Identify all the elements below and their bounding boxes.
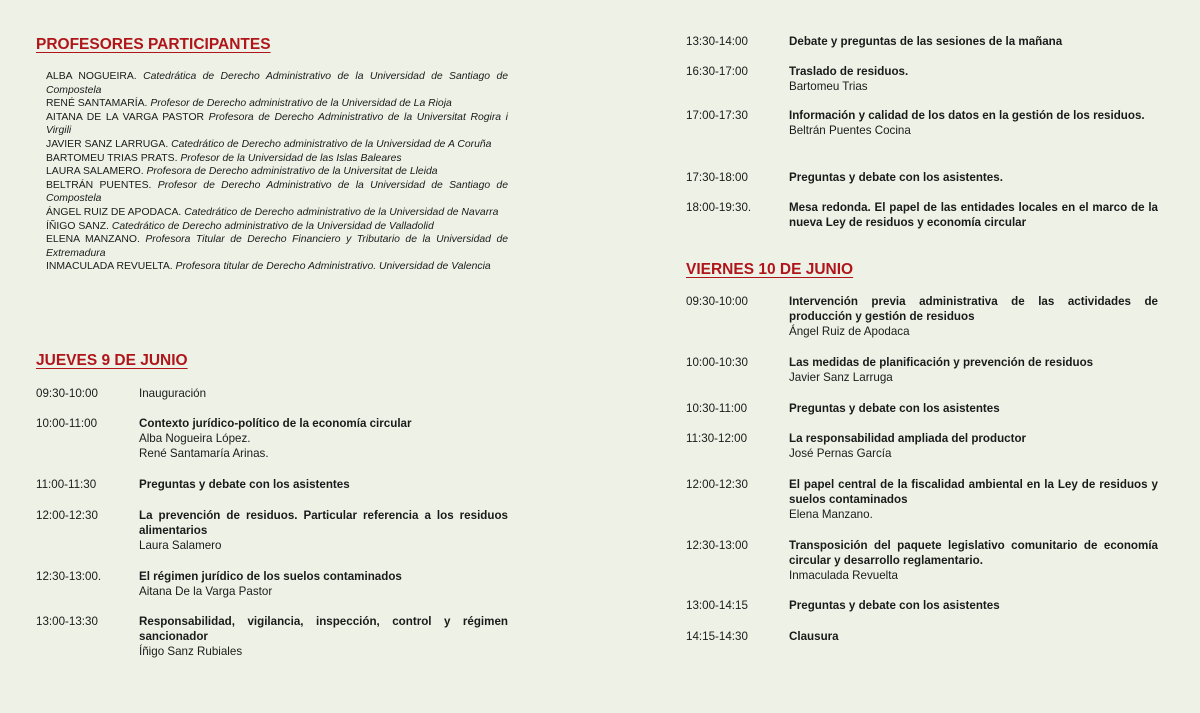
professor-name: INMACULADA REVUELTA. xyxy=(46,261,173,273)
professor-name: LAURA SALAMERO. xyxy=(46,166,144,178)
session-time: 13:30-14:00 xyxy=(686,35,748,48)
professor-name: ELENA MANZANO. xyxy=(46,234,140,246)
session-title: Preguntas y debate con los asistentes xyxy=(789,599,1000,612)
professor-entry xyxy=(46,70,508,97)
session-time: 12:00-12:30 xyxy=(36,509,98,522)
session-row xyxy=(686,294,1158,340)
session-speaker: Aitana De la Varga Pastor xyxy=(139,585,273,599)
thursday-heading: JUEVES 9 DE JUNIO xyxy=(36,352,188,369)
session-speaker: José Pernas García xyxy=(789,447,892,461)
professor-entry xyxy=(46,111,508,138)
professor-role: Profesora Titular de Derecho Financiero y Tributario de la Universidad de Extremadura xyxy=(46,234,509,259)
professor-name: AITANA DE LA VARGA PASTOR xyxy=(46,111,205,123)
professor-name: BELTRÁN PUENTES. xyxy=(46,179,152,191)
friday-heading: VIERNES 10 DE JUNIO xyxy=(686,261,854,278)
session-title: La prevención de residuos. Particular referencia a los residuos alimentarios xyxy=(139,509,508,538)
session-title: La responsabilidad ampliada del productor xyxy=(789,432,1027,445)
session-title: Intervención previa administrativa de las actividades de producción y gestión de residuos xyxy=(789,295,1158,324)
session-time: 10:30-11:00 xyxy=(686,402,748,415)
professor-name: ALBA NOGUEIRA. xyxy=(46,71,137,82)
session-speaker: Elena Manzano. xyxy=(789,508,873,522)
session-title: Información y calidad de los datos en la gestión de los residuos. xyxy=(789,109,1145,122)
session-time: 11:00-11:30 xyxy=(36,478,97,491)
session-row xyxy=(686,629,1158,644)
professors-list xyxy=(46,70,508,274)
professor-entry xyxy=(46,206,508,220)
session-speaker: René Santamaría Arinas. xyxy=(139,447,269,461)
session-title: El papel central de la fiscalidad ambiental en la Ley de residuos y suelos contaminados xyxy=(789,478,1158,507)
session-time: 17:00-17:30 xyxy=(686,109,748,122)
session-title: Traslado de residuos. xyxy=(789,65,909,78)
professor-entry xyxy=(46,220,508,234)
session-speaker: Bartomeu Trias xyxy=(789,80,868,94)
professor-role: Profesora titular de Derecho Administrativo. Universidad de Valencia xyxy=(175,261,491,273)
professor-role: Profesor de Derecho Administrativo de la Universidad de Santiago de Compostela xyxy=(46,179,508,205)
session-row xyxy=(686,598,1158,613)
session-time: 12:00-12:30 xyxy=(686,478,748,491)
session-title: Contexto jurídico-político de la economía circular xyxy=(139,417,412,430)
session-title: Debate y preguntas de las sesiones de la mañana xyxy=(789,35,1063,48)
session-title: Inauguración xyxy=(139,387,207,400)
session-title: Clausura xyxy=(789,630,839,643)
session-row xyxy=(36,477,508,492)
professor-entry xyxy=(46,260,508,274)
session-time: 13:00-14:15 xyxy=(686,599,748,612)
session-speaker: Íñigo Sanz Rubiales xyxy=(139,645,243,659)
session-row xyxy=(686,34,1158,49)
session-row xyxy=(36,508,508,554)
session-row xyxy=(686,401,1158,416)
session-time: 09:30-10:00 xyxy=(36,387,98,400)
session-time: 11:30-12:00 xyxy=(686,432,748,445)
session-speaker: Laura Salamero xyxy=(139,539,222,553)
professor-role: Catedrático de Derecho administrativo de la Universidad de A Coruña xyxy=(171,138,492,150)
session-row xyxy=(686,355,1158,385)
professor-entry xyxy=(46,152,508,166)
session-title: Responsabilidad, vigilancia, inspección, control y régimen sancionador xyxy=(139,615,508,644)
session-row xyxy=(686,200,1158,230)
session-speaker: Inmaculada Revuelta xyxy=(789,569,898,583)
professor-name: JAVIER SANZ LARRUGA. xyxy=(46,138,169,150)
session-time: 10:00-10:30 xyxy=(686,356,748,369)
session-time: 18:00-19:30. xyxy=(686,201,752,214)
session-speaker: Javier Sanz Larruga xyxy=(789,371,893,385)
session-time: 09:30-10:00 xyxy=(686,295,748,308)
session-row xyxy=(36,614,508,660)
professor-entry xyxy=(46,165,508,179)
professor-name: ÁNGEL RUIZ DE APODACA. xyxy=(46,206,182,218)
professor-role: Profesora de Derecho Administrativo de la Universitat Rogira i Virgili xyxy=(46,111,508,137)
session-time: 10:00-11:00 xyxy=(36,417,98,430)
session-speaker: Beltrán Puentes Cocina xyxy=(789,124,911,138)
session-row xyxy=(686,64,1158,94)
session-row xyxy=(36,416,508,462)
session-row xyxy=(686,538,1158,584)
session-row xyxy=(36,569,508,599)
session-time: 16:30-17:00 xyxy=(686,65,748,78)
professor-role: Profesora de Derecho administrativo de la Universitat de Lleida xyxy=(146,166,438,178)
professor-role: Catedrático de Derecho administrativo de la Universidad de Valladolid xyxy=(111,220,434,232)
session-row xyxy=(686,431,1158,461)
session-time: 13:00-13:30 xyxy=(36,615,98,628)
professors-heading: PROFESORES PARTICIPANTES xyxy=(36,36,271,53)
session-title: Preguntas y debate con los asistentes. xyxy=(789,171,1003,184)
session-speaker: Alba Nogueira López. xyxy=(139,432,251,446)
professor-name: ÍÑIGO SANZ. xyxy=(46,220,109,232)
session-title: Transposición del paquete legislativo comunitario de economía circular y desarrollo reglamentario. xyxy=(789,539,1158,568)
session-row xyxy=(36,386,508,401)
session-title: El régimen jurídico de los suelos contaminados xyxy=(139,570,402,583)
session-time: 12:30-13:00. xyxy=(36,570,102,583)
professor-role: Catedrática de Derecho Administrativo de la Universidad de Santiago de Compostela xyxy=(46,71,509,96)
session-title: Preguntas y debate con los asistentes xyxy=(139,478,350,491)
professor-name: BARTOMEU TRIAS PRATS. xyxy=(46,152,178,164)
session-time: 14:15-14:30 xyxy=(686,630,748,643)
session-time: 17:30-18:00 xyxy=(686,171,748,184)
professor-entry xyxy=(46,138,508,152)
professor-name: RENÉ SANTAMARÍA. xyxy=(46,98,148,110)
session-title: Preguntas y debate con los asistentes xyxy=(789,402,1000,415)
session-title: Mesa redonda. El papel de las entidades locales en el marco de la nueva Ley de residuos y economía circular xyxy=(789,201,1158,230)
professor-entry xyxy=(46,179,508,206)
professor-role: Profesor de la Universidad de las Islas Baleares xyxy=(180,152,402,164)
professor-role: Catedrático de Derecho administrativo de la Universidad de Navarra xyxy=(184,206,499,218)
professor-entry xyxy=(46,233,508,260)
professor-role: Profesor de Derecho administrativo de la Universidad de La Rioja xyxy=(150,98,452,110)
session-row xyxy=(686,108,1158,138)
session-title: Las medidas de planificación y prevención de residuos xyxy=(789,356,1094,369)
session-time: 12:30-13:00 xyxy=(686,539,748,552)
session-row xyxy=(686,170,1158,185)
professor-entry xyxy=(46,97,508,111)
session-speaker: Ángel Ruiz de Apodaca xyxy=(789,325,910,339)
session-row xyxy=(686,477,1158,523)
